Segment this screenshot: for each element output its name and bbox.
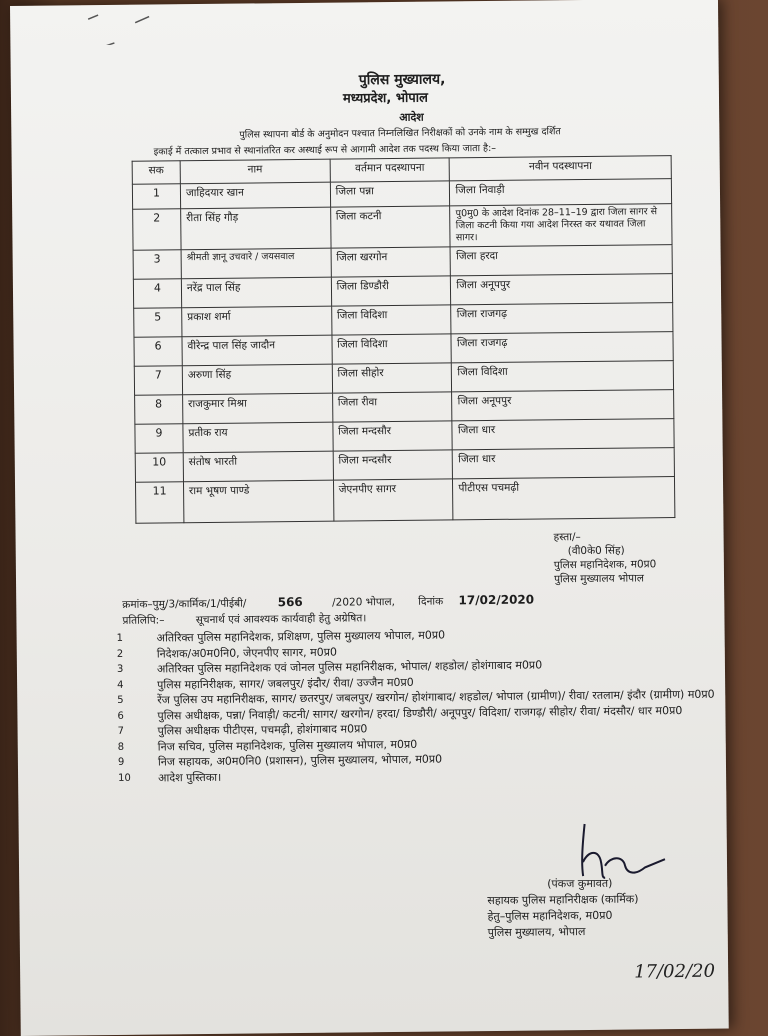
handwritten-date: 17/02/20 [634, 960, 716, 983]
item-number: 5 [117, 694, 124, 706]
dispatch-number: 566 [277, 594, 303, 610]
cell-new: जिला निवाड़ी [450, 179, 672, 206]
cell-name: राजकुमार मिश्रा [183, 393, 333, 424]
cell-current: जिला सीहोर [332, 363, 452, 393]
letter-reference-line [122, 593, 534, 612]
item-number: 2 [116, 648, 124, 660]
item-number: 1 [116, 632, 124, 644]
cell-sn: 2 [133, 209, 181, 250]
cell-name: संतोष भारती [183, 451, 333, 482]
cell-new: जिला अनूपपुर [452, 390, 674, 421]
table-row [135, 477, 674, 524]
office-location: मध्यप्रदेश, भोपाल [342, 90, 428, 107]
item-text: अतिरिक्त पुलिस महानिदेशक एवं जोनल पुलिस महानिरीक्षक, भोपाल/ शहडोल/ होशंगाबाद म0प्र0 [156, 658, 543, 676]
copy-label: प्रतिलिपि:– [122, 614, 165, 627]
year-place: /2020 भोपाल, [332, 596, 395, 609]
intro-line-2: इकाई में तत्काल प्रभाव से स्थानांतरित कर अस्थाई रूप से आगामी आदेश तक पदस्थ किया जाता है:– [153, 142, 497, 158]
col-header-name: नाम [180, 159, 330, 184]
signatory-designation: पुलिस महानिदेशक, म0प्र0 [553, 558, 657, 572]
item-text: निज सचिव, पुलिस महानिदेशक, पुलिस मुख्यालय भोपाल, म0प्र0 [157, 737, 418, 753]
item-number: 6 [117, 710, 124, 722]
copy-text: सूचनार्थ एवं आवश्यक कार्यवाही हेतु अग्रेषित। [195, 612, 367, 627]
item-text: निज सहायक, अ0म0नि0 (प्रशासन), पुलिस मुख्यालय, भोपाल, म0प्र0 [157, 752, 443, 769]
signatory-designation: सहायक पुलिस महानिरीक्षक (कार्मिक) [487, 892, 639, 908]
col-header-sn: सक [132, 161, 180, 185]
document-page [10, 0, 729, 1036]
cell-new: जिला धार [453, 448, 675, 479]
signature-block-aig [487, 875, 639, 941]
item-number: 7 [117, 725, 125, 737]
item-number: 4 [117, 679, 124, 691]
col-header-current: वर्तमान पदस्थापना [330, 158, 450, 182]
signature-block-dgp [554, 529, 657, 586]
item-text: पुलिस अधीक्षक, पन्ना/ निवाड़ी/ कटनी/ सागर/ खरगोन/ हरदा/ डिण्डौरी/ अनूपपुर/ विदिशा/ राजगढ़/ सीहोर/ रीवा/ मंदसौर/ धार म0प्र0 [157, 703, 683, 722]
cell-current: जिला डिण्डौरी [331, 276, 451, 306]
copy-recipients-list [117, 625, 719, 786]
item-text: रेंज पुलिस उप महानिरीक्षक, सागर/ छतरपुर/ जबलपुर/ खरगोन/ होशंगाबाद/ शहडोल/ भोपाल (ग्रामीण)/ रीवा/ रतलाम/ इंदौर (ग्रामीण) म0प्र0 [157, 687, 715, 707]
cell-current: जिला मन्दसौर [333, 450, 453, 480]
cell-new: जिला राजगढ़ [451, 332, 673, 363]
signatory-name: (पंकज कुमावत) [547, 876, 613, 891]
signatory-for: हेतु–पुलिस महानिदेशक, म0प्र0 [487, 908, 613, 924]
cell-new: जिला अनूपपुर [451, 274, 673, 305]
cell-name: अरुणा सिंह [182, 364, 332, 395]
cell-sn: 9 [135, 424, 183, 454]
cell-sn: 6 [134, 337, 182, 367]
date-label: दिनांक [418, 595, 444, 608]
office-title: पुलिस मुख्यालय, [358, 71, 446, 89]
cell-new: जिला हरदा [450, 245, 672, 276]
cell-current: जिला विदिशा [332, 334, 452, 364]
cell-name: राम भूषण पाण्डे [183, 480, 333, 523]
item-text: निदेशक/अ0म0नि0, जेएनपीए सागर, म0प्र0 [156, 645, 338, 660]
cell-name: नरेंद्र पाल सिंह [181, 277, 331, 308]
cell-sn: 3 [133, 250, 181, 280]
signed-mark: हस्ता/– [553, 531, 581, 544]
item-number: 9 [117, 756, 125, 768]
item-text: पुलिस महानिरीक्षक, सागर/ जबलपुर/ इंदौर/ रीवा/ उज्जैन म0प्र0 [157, 675, 414, 691]
cell-new: जिला विदिशा [452, 361, 674, 392]
cell-new: पीटीएस पचमढ़ी [453, 477, 675, 520]
cell-sn: 10 [135, 453, 183, 483]
copy-to-line [122, 611, 366, 628]
order-title: आदेश [399, 110, 424, 124]
cell-new: जिला राजगढ़ [451, 303, 673, 334]
col-header-new: नवीन पदस्थापना [450, 156, 672, 181]
transfer-table [132, 155, 676, 524]
cell-current: जिला रीवा [332, 392, 452, 422]
cell-sn: 8 [135, 395, 183, 425]
letter-date: 17/02/2020 [458, 592, 535, 608]
item-text: आदेश पुस्तिका। [158, 770, 222, 784]
cell-sn: 11 [135, 482, 183, 523]
cell-current: जिला पन्ना [330, 181, 450, 207]
cell-current: जिला खरगोन [331, 247, 451, 277]
reference-number: क्रमांक–पुमु/3/कार्मिक/1/पीईबी/ [122, 597, 247, 611]
cell-name: जाहिदयार खान [180, 182, 330, 209]
signatory-office: पुलिस मुख्यालय भोपाल [553, 572, 645, 586]
cell-name: श्रीमती ज्ञानू उचवारे / जयसवाल [181, 248, 331, 279]
item-number: 8 [117, 741, 125, 753]
staple-marks [30, 5, 150, 46]
handwritten-signature [575, 821, 686, 882]
cell-sn: 4 [133, 279, 181, 309]
item-number: 3 [116, 663, 124, 675]
cell-current: जिला विदिशा [331, 305, 451, 335]
signatory-name: (वी0के0 सिंह) [567, 544, 625, 558]
cell-sn: 1 [132, 184, 180, 210]
cell-new: जिला धार [452, 419, 674, 450]
cell-current: जेएनपीए सागर [333, 479, 453, 521]
cell-name: वीरेन्द्र पाल सिंह जादौन [182, 335, 332, 366]
cell-sn: 5 [134, 308, 182, 338]
cell-name: प्रकाश शर्मा [182, 306, 332, 337]
cell-current: जिला कटनी [330, 206, 450, 248]
intro-line-1: पुलिस स्थापना बोर्ड के अनुमोदन पश्चात निम्नलिखित निरीक्षकों को उनके नाम के सम्मुख दर्शित [239, 126, 561, 141]
signatory-office: पुलिस मुख्यालय, भोपाल [487, 925, 586, 940]
table-row [133, 204, 672, 251]
cell-name: प्रतीक राय [183, 422, 333, 453]
cell-sn: 7 [134, 366, 182, 396]
cell-new: पु0मु0 के आदेश दिनांक 28–11–19 द्वारा जिला सागर से जिला कटनी किया गया आदेश निरस्त कर यथावत जिला सागर। [450, 204, 672, 247]
cell-current: जिला मन्दसौर [333, 421, 453, 451]
item-number: 10 [118, 772, 131, 784]
cell-name: रीता सिंह गौड़ [181, 207, 331, 250]
item-text: अतिरिक्त पुलिस महानिदेशक, प्रशिक्षण, पुलिस मुख्यालय भोपाल, म0प्र0 [156, 628, 446, 645]
item-text: पुलिस अधीक्षक पीटीएस, पचमढ़ी, होशंगाबाद म0प्र0 [157, 722, 368, 738]
